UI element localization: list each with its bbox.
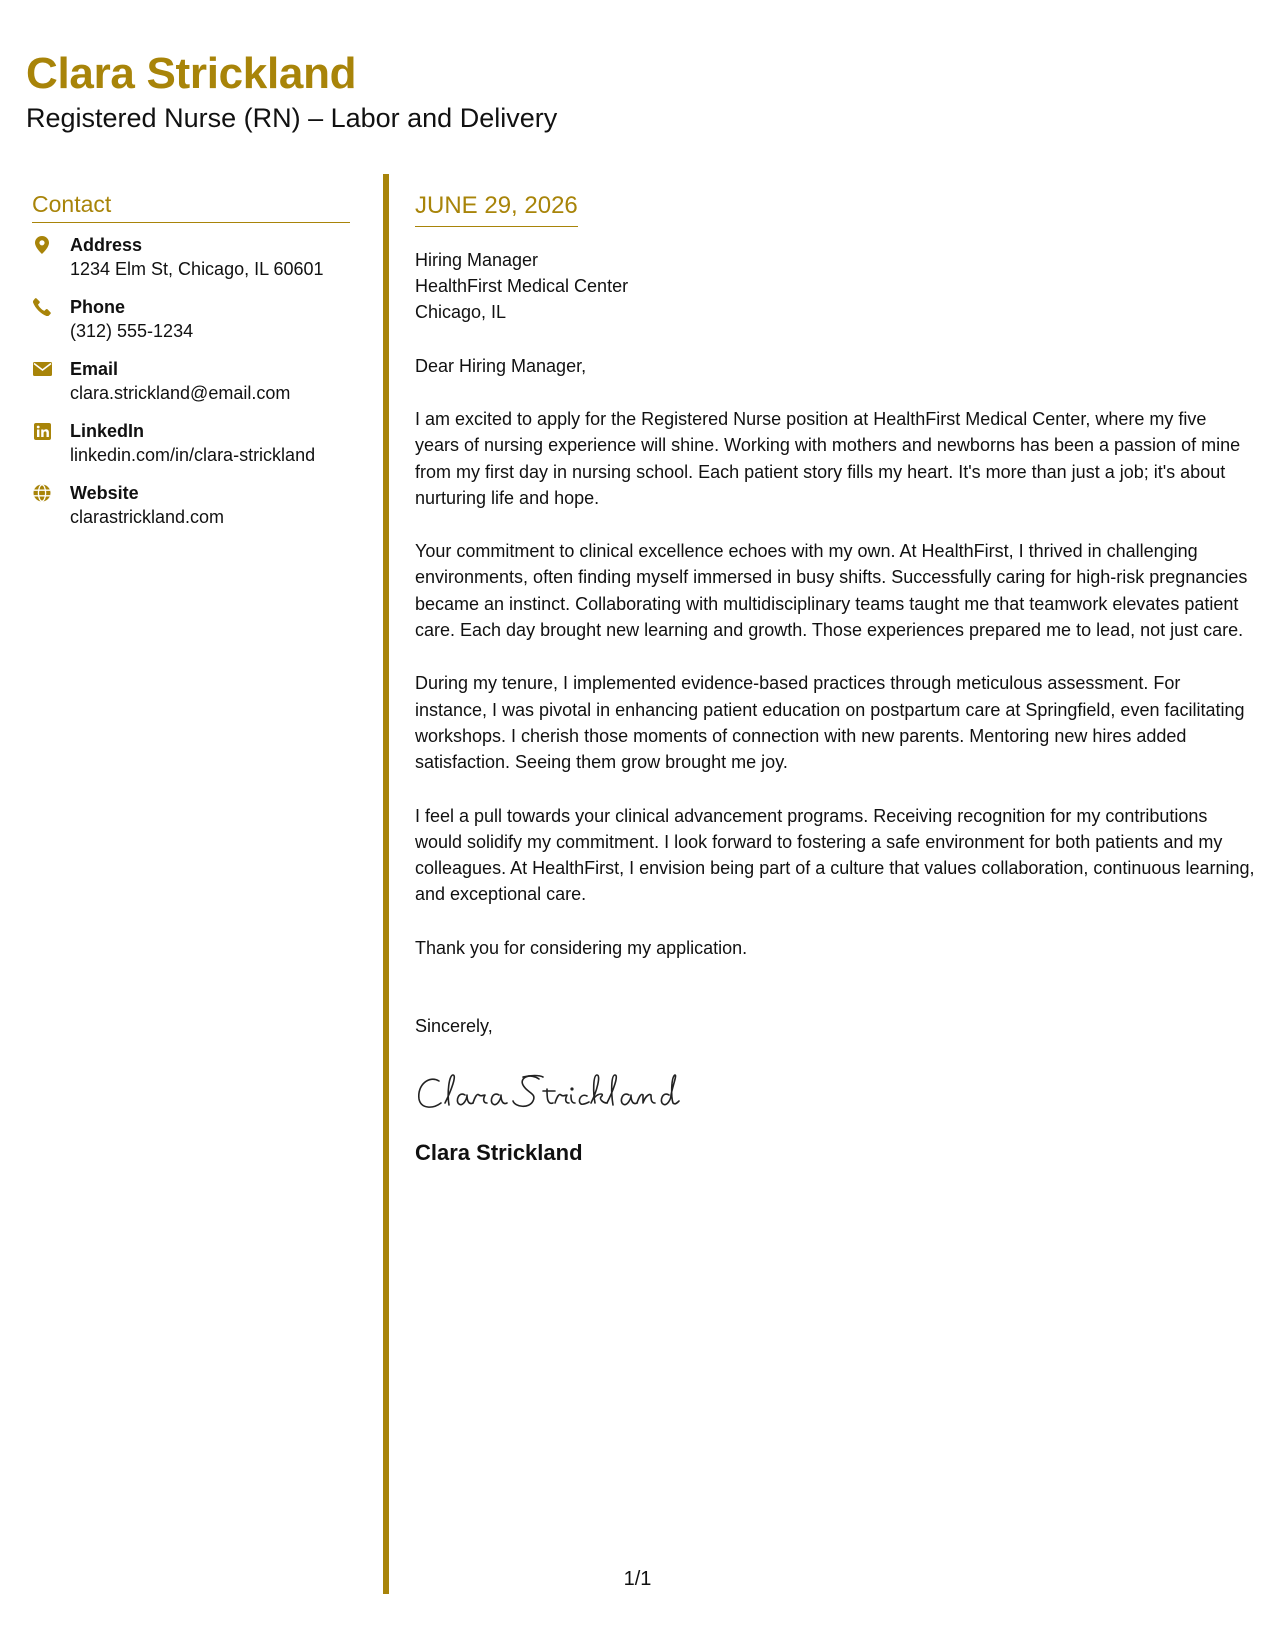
column-divider	[383, 174, 389, 1594]
contact-heading: Contact	[32, 190, 350, 223]
recipient-line: Chicago, IL	[415, 302, 507, 322]
contact-item-address	[32, 233, 350, 281]
contact-item-email	[32, 357, 350, 405]
contact-label: Website	[70, 483, 139, 503]
website-value: clarastrickland.com	[70, 507, 225, 527]
contact-item-website	[32, 481, 350, 529]
contact-label: LinkedIn	[70, 421, 145, 441]
linkedin-value: linkedin.com/in/clara-strickland	[70, 445, 316, 465]
applicant-name: Clara Strickland	[26, 49, 357, 98]
letter-paragraph: During my tenure, I implemented evidence-based practices through meticulous assessment. For instance, I was pivotal in enhancing patient education on postpartum care at Springfield, even facilitating workshops. I cherish those moments of connection with new parents. Mentoring new hires added satisfaction. Seeing them grow brought me joy.	[415, 673, 1245, 773]
page-number-text: 1/1	[623, 1568, 652, 1590]
letter-date: JUNE 29, 2026	[415, 192, 578, 227]
email-value: clara.strickland@email.com	[70, 383, 291, 403]
phone-icon	[32, 297, 52, 317]
letter-paragraph: I am excited to apply for the Registered Nurse position at HealthFirst Medical Center, where my five years of nursing experience will shine. Working with mothers and newborns has been a passion of mine from my first day in nursing school. Each patient story fills my heart. It's more than just a job; it's about nurturing life and hope.	[415, 409, 1241, 508]
recipient-line: HealthFirst Medical Center	[415, 276, 629, 296]
contact-label: Email	[70, 359, 119, 379]
letter-body	[415, 192, 1255, 1167]
contact-label: Phone	[70, 297, 126, 317]
globe-icon	[32, 483, 52, 503]
page-number	[0, 1568, 1275, 1591]
envelope-icon	[32, 359, 52, 379]
closing: Sincerely,	[415, 1016, 493, 1037]
address-value: 1234 Elm St, Chicago, IL 60601	[70, 259, 324, 279]
map-pin-icon	[32, 235, 52, 255]
recipient-line: Hiring Manager	[415, 250, 539, 270]
contact-label: Address	[70, 235, 143, 255]
handwritten-signature	[415, 1067, 685, 1119]
phone-value: (312) 555-1234	[70, 321, 194, 341]
signer-name: Clara Strickland	[415, 1140, 583, 1166]
resume-header	[26, 48, 557, 134]
contact-item-phone	[32, 295, 350, 343]
letter-paragraph: I feel a pull towards your clinical advancement programs. Receiving recognition for my contributions would solidify my commitment. I look forward to fostering a safe environment for both patients and my colleagues. At HealthFirst, I envision being part of a culture that values collaboration, continuous learning, and exceptional care.	[415, 805, 1255, 905]
linkedin-icon	[32, 421, 52, 441]
salutation: Dear Hiring Manager,	[415, 356, 587, 376]
applicant-title: Registered Nurse (RN) – Labor and Delivery	[26, 103, 558, 133]
contact-sidebar	[32, 190, 350, 543]
letter-paragraph: Thank you for considering my application.	[415, 937, 748, 958]
contact-item-linkedin	[32, 419, 350, 467]
recipient-block	[415, 247, 1255, 325]
letter-paragraph: Your commitment to clinical excellence echoes with my own. At HealthFirst, I thrived in challenging environments, often finding myself immersed in busy shifts. Successfully caring for high-risk pregnancies became an instinct. Collaborating with multidisciplinary teams taught me that teamwork elevates patient care. Each day brought new learning and growth. Those experiences prepared me to lead, not just care.	[415, 541, 1248, 641]
